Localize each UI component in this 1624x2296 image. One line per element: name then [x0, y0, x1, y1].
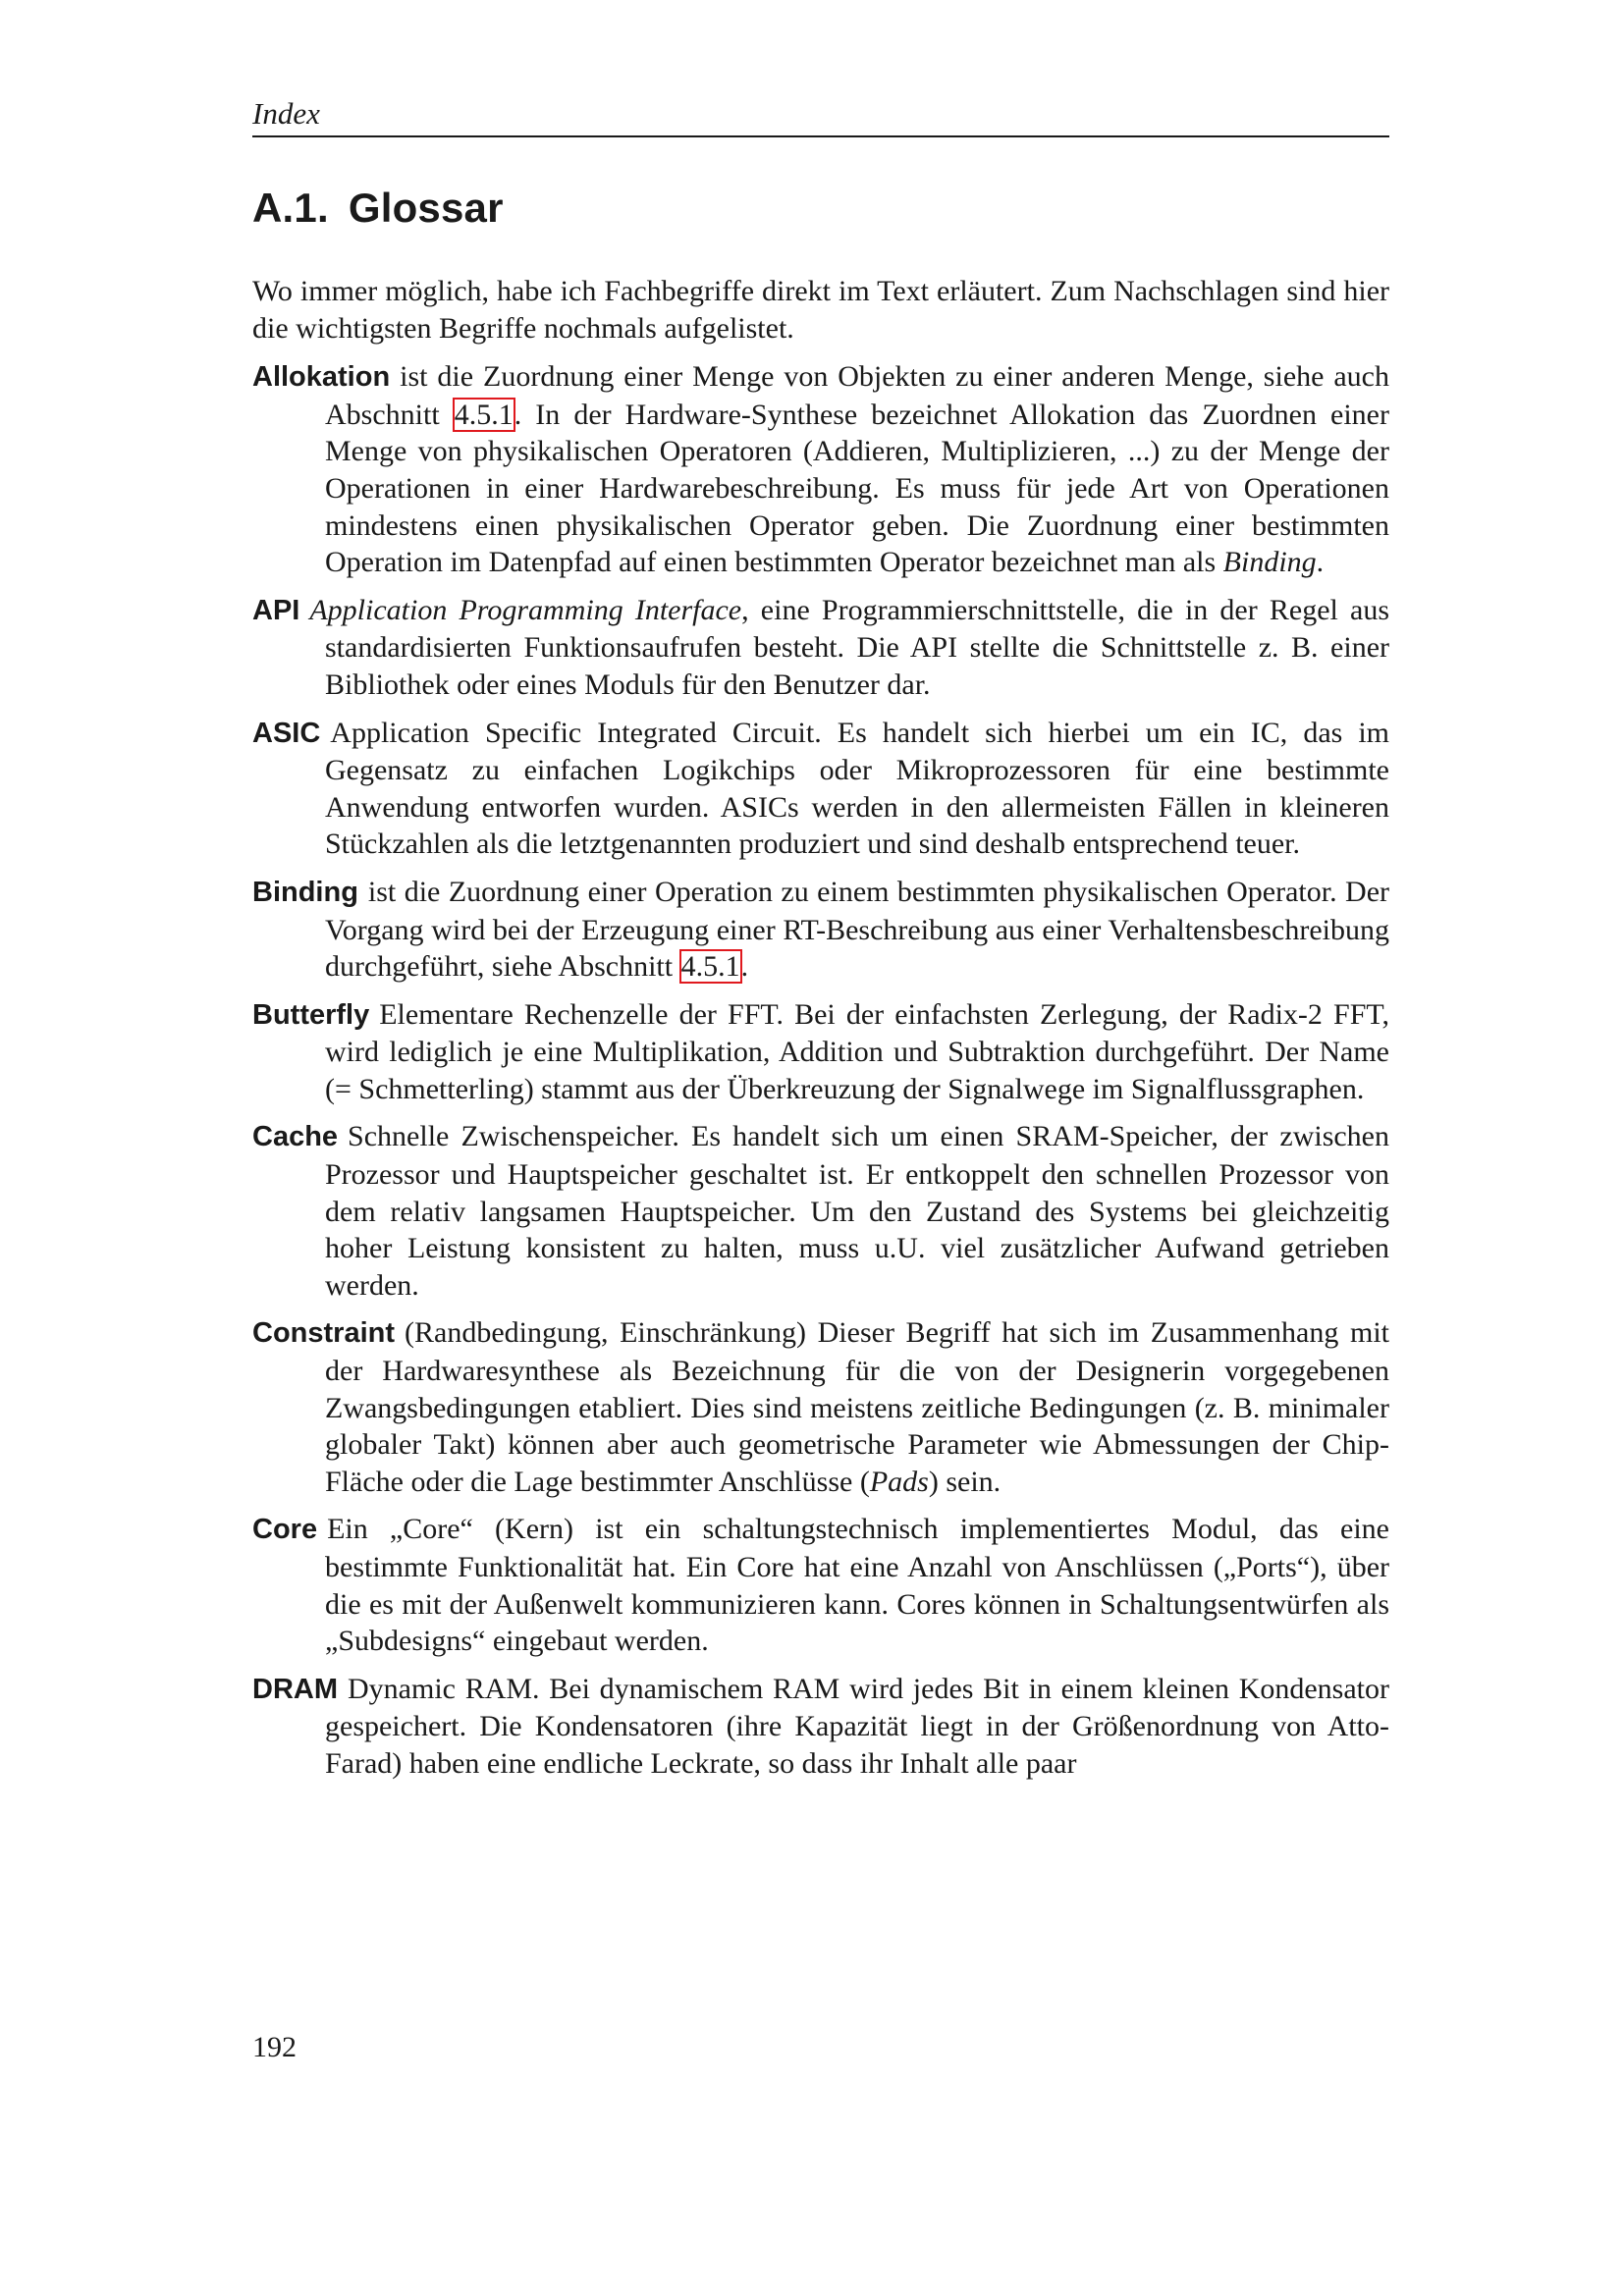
- glossary-entry-asic: [252, 715, 1389, 863]
- section-link[interactable]: 4.5.1: [454, 398, 514, 431]
- glossary-definition: Schnelle Zwischenspeicher. Es handelt sich um einen SRAM-Speicher, der zwischen Prozessor und Hauptspeicher geschaltet ist. Er entkoppelt den schnellen Prozessor von dem relativ langsamen Hauptspeicher. Um den Zustand des Systems bei gleichzeitig hoher Leistung konsistent zu halten, muss u.U. viel zusätzlicher Aufwand getrieben werden.: [325, 1120, 1389, 1302]
- glossary-term: Constraint: [252, 1317, 395, 1350]
- header-rule: [252, 135, 1389, 137]
- glossary-definition: , eine Programmierschnittstelle, die in der Regel aus standardisierten Funktionsaufrufen besteht. Die API stellte die Schnittstelle z. B. einer Bibliothek oder eines Moduls für den Benutzer dar.: [325, 593, 1389, 701]
- glossary-definition: Elementare Rechenzelle der FFT. Bei der einfachsten Zerlegung, der Radix-2 FFT, wird lediglich je eine Multiplikation, Addition und Subtraktion durchgeführt. Der Name (= Schmetterling) stammt aus der Überkreuzung der Signalwege im Signalflussgraphen.: [325, 997, 1389, 1105]
- glossary-term: Binding: [252, 876, 358, 908]
- glossary-entry-constraint: [252, 1314, 1389, 1500]
- glossary-term: DRAM: [252, 1673, 338, 1705]
- glossary-body: [252, 273, 1389, 1793]
- emphasis-text: Application Programming Interface: [309, 593, 742, 626]
- glossary-definition: Dynamic RAM. Bei dynamischem RAM wird jedes Bit in einem kleinen Kondensator gespeichert. Die Kondensatoren (ihre Kapazität liegt in der Größenordnung von Atto-Farad) haben eine endliche Leckrate, so dass ihr Inhalt alle paar: [325, 1672, 1389, 1780]
- section-link[interactable]: 4.5.1: [680, 950, 740, 984]
- glossary-term: Cache: [252, 1121, 339, 1153]
- glossary-definition: ist die Zuordnung einer Operation zu einem bestimmten physikalischen Operator. Der Vorgang wird bei der Erzeugung einer RT-Beschreibung aus einer Verhaltensbeschreibung durchgeführt, siehe Abschnitt: [325, 875, 1389, 984]
- glossary-definition: .: [740, 950, 749, 984]
- glossary-entry-api: [252, 592, 1389, 704]
- glossary-term: Butterfly: [252, 998, 370, 1031]
- glossary-term: Core: [252, 1514, 318, 1546]
- glossary-term: API: [252, 594, 300, 626]
- glossary-definition: ) sein.: [928, 1465, 1001, 1498]
- glossary-definition: ist die Zuordnung einer Menge von Objekten zu einer anderen Menge, siehe auch Abschnitt: [325, 360, 1389, 431]
- glossary-entry-dram: [252, 1671, 1389, 1783]
- intro-paragraph: Wo immer möglich, habe ich Fachbegriffe direkt im Text erläutert. Zum Nachschlagen sind hier die wichtigsten Begriffe nochmals aufgelistet.: [252, 275, 1389, 345]
- glossary-entry-binding: [252, 874, 1389, 986]
- glossary-term: ASIC: [252, 717, 321, 749]
- page-number: 192: [252, 2031, 297, 2063]
- emphasis-text: Pads: [869, 1465, 929, 1498]
- emphasis-text: Binding: [1222, 546, 1317, 579]
- glossary-term: Allokation: [252, 361, 391, 394]
- section-title-text: Glossar: [348, 185, 504, 231]
- glossary-entry-allokation: [252, 358, 1389, 581]
- glossary-entry-cache: [252, 1118, 1389, 1304]
- running-head: Index: [252, 96, 320, 131]
- glossary-definition: . In der Hardware-Synthese bezeichnet Allokation das Zuordnen einer Menge von physikalischen Operatoren (Addieren, Multiplizieren, ...) zu der Menge der Operationen in einer Hardwarebeschreibung. Es muss für jede Art von Operationen mindestens einen physikalischen Operator geben. Die Zuordnung einer bestimmten Operation im Datenpfad auf einen bestimmten Operator bezeichnet man als: [325, 398, 1389, 579]
- glossary-entry-butterfly: [252, 996, 1389, 1108]
- section-number: A.1.: [252, 185, 329, 231]
- glossary-definition: .: [1316, 546, 1325, 579]
- glossary-definition: (Randbedingung, Einschränkung) Dieser Begriff hat sich im Zusammenhang mit der Hardwaresynthese als Bezeichnung für die von der Designerin vorgegebenen Zwangsbedingungen etabliert. Dies sind meistens zeitliche Bedingungen (z. B. minimaler globaler Takt) können aber auch geometrische Parameter wie Abmessungen der Chip-Fläche oder die Lage bestimmter Anschlüsse (: [325, 1316, 1389, 1498]
- glossary-definition: Application Specific Integrated Circuit. Es handelt sich hierbei um ein IC, das im Gegensatz zu einfachen Logikchips oder Mikroprozessoren für eine bestimmte Anwendung entworfen wurden. ASICs werden in den allermeisten Fällen in kleineren Stückzahlen als die letztgenannten produziert und sind deshalb entsprechend teuer.: [325, 716, 1389, 861]
- section-title: [252, 181, 504, 236]
- glossary-definition: Ein „Core“ (Kern) ist ein schaltungstechnisch implementiertes Modul, das eine bestimmte Funktionalität hat. Ein Core hat eine Anzahl von Anschlüssen („Ports“), über die es mit der Außenwelt kommunizieren kann. Cores können in Schaltungsentwürfen als „Subdesigns“ eingebaut werden.: [325, 1513, 1389, 1658]
- glossary-entry-core: [252, 1511, 1389, 1659]
